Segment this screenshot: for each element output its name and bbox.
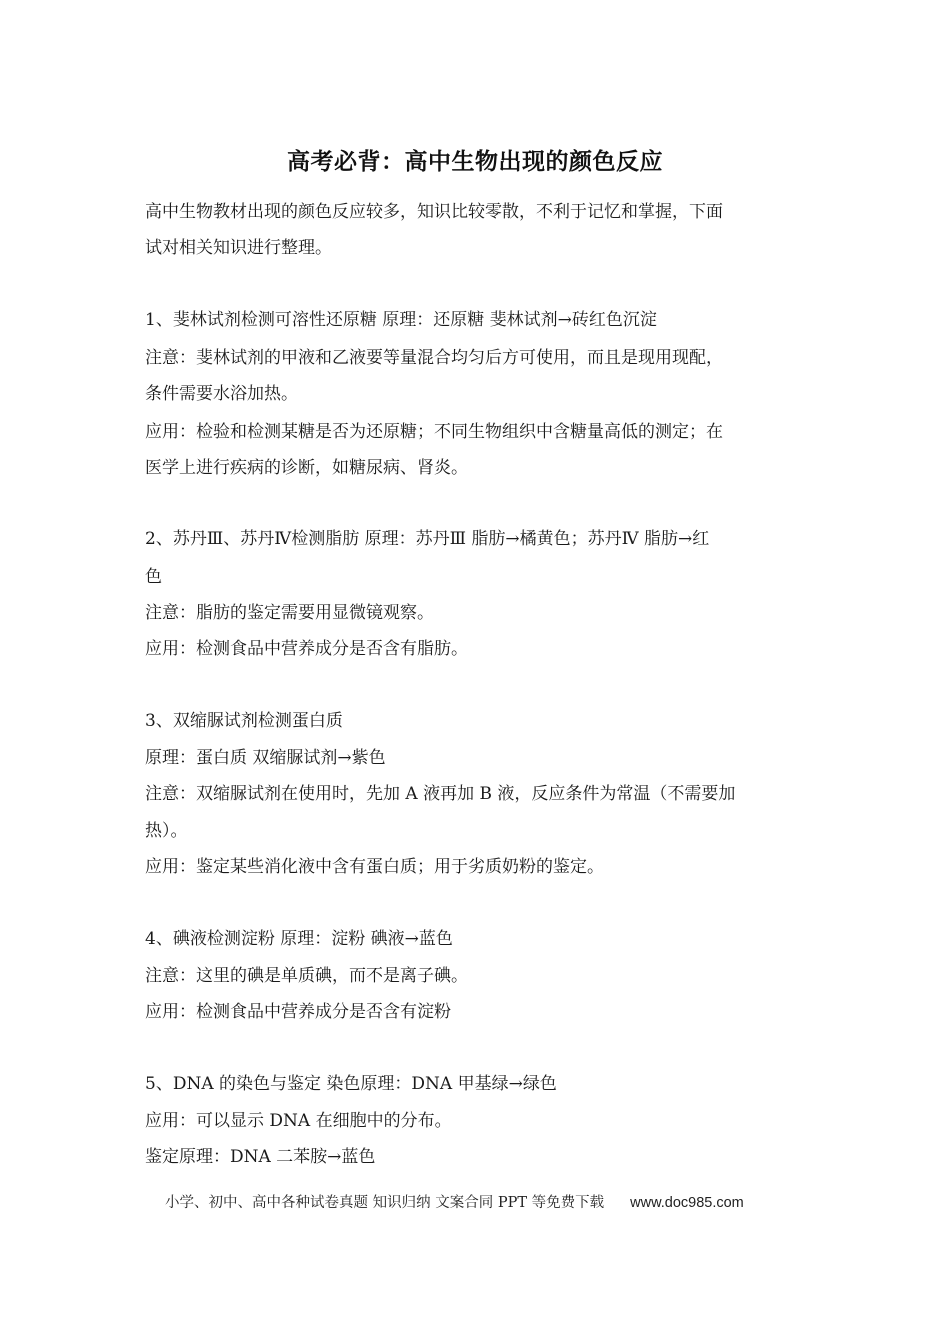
section-4-application: 应用：检测食品中营养成分是否含有淀粉 xyxy=(145,1002,451,1022)
section-3-application: 应用：鉴定某些消化液中含有蛋白质；用于劣质奶粉的鉴定。 xyxy=(145,857,604,877)
footer-site-link[interactable]: www.doc985.com xyxy=(630,1195,744,1211)
intro-line-2: 试对相关知识进行整理。 xyxy=(145,238,332,258)
section-5-identification: 鉴定原理：DNA 二苯胺→蓝色 xyxy=(145,1147,376,1167)
footer-text: 小学、初中、高中各种试卷真题 知识归纳 文案合同 PPT 等免费下载 xyxy=(165,1195,605,1211)
section-1-heading: 1、斐林试剂检测可溶性还原糖 原理：还原糖 斐林试剂→砖红色沉淀 xyxy=(145,310,657,330)
section-5-heading: 5、DNA 的染色与鉴定 染色原理：DNA 甲基绿→绿色 xyxy=(145,1074,557,1094)
section-3-principle: 原理：蛋白质 双缩脲试剂→紫色 xyxy=(145,748,386,768)
intro-line-1: 高中生物教材出现的颜色反应较多，知识比较零散，不利于记忆和掌握，下面 xyxy=(145,202,723,222)
section-2-heading: 2、苏丹Ⅲ、苏丹Ⅳ检测脂肪 原理：苏丹Ⅲ 脂肪→橘黄色；苏丹Ⅳ 脂肪→红 xyxy=(145,529,710,549)
section-2-application: 应用：检测食品中营养成分是否含有脂肪。 xyxy=(145,639,468,659)
section-1-application: 应用：检验和检测某糖是否为还原糖；不同生物组织中含糖量高低的测定；在 xyxy=(145,422,723,442)
section-5-application: 应用：可以显示 DNA 在细胞中的分布。 xyxy=(145,1111,452,1131)
section-3-heading: 3、双缩脲试剂检测蛋白质 xyxy=(145,711,343,731)
section-4-heading: 4、碘液检测淀粉 原理：淀粉 碘液→蓝色 xyxy=(145,929,453,949)
section-1-note: 注意：斐林试剂的甲液和乙液要等量混合均匀后方可使用，而且是现用现配， xyxy=(145,348,723,368)
section-2-note: 注意：脂肪的鉴定需要用显微镜观察。 xyxy=(145,603,434,623)
section-1-note-cont: 条件需要水浴加热。 xyxy=(145,384,298,404)
section-4-note: 注意：这里的碘是单质碘，而不是离子碘。 xyxy=(145,966,468,986)
section-3-note: 注意：双缩脲试剂在使用时，先加 A 液再加 B 液，反应条件为常温（不需要加 xyxy=(145,784,736,804)
document-title: 高考必背：高中生物出现的颜色反应 xyxy=(287,149,663,175)
section-3-note-cont: 热）。 xyxy=(145,821,188,841)
section-1-application-cont: 医学上进行疾病的诊断，如糖尿病、肾炎。 xyxy=(145,458,468,478)
page-footer xyxy=(165,1191,744,1212)
section-2-heading-cont: 色 xyxy=(145,567,162,587)
